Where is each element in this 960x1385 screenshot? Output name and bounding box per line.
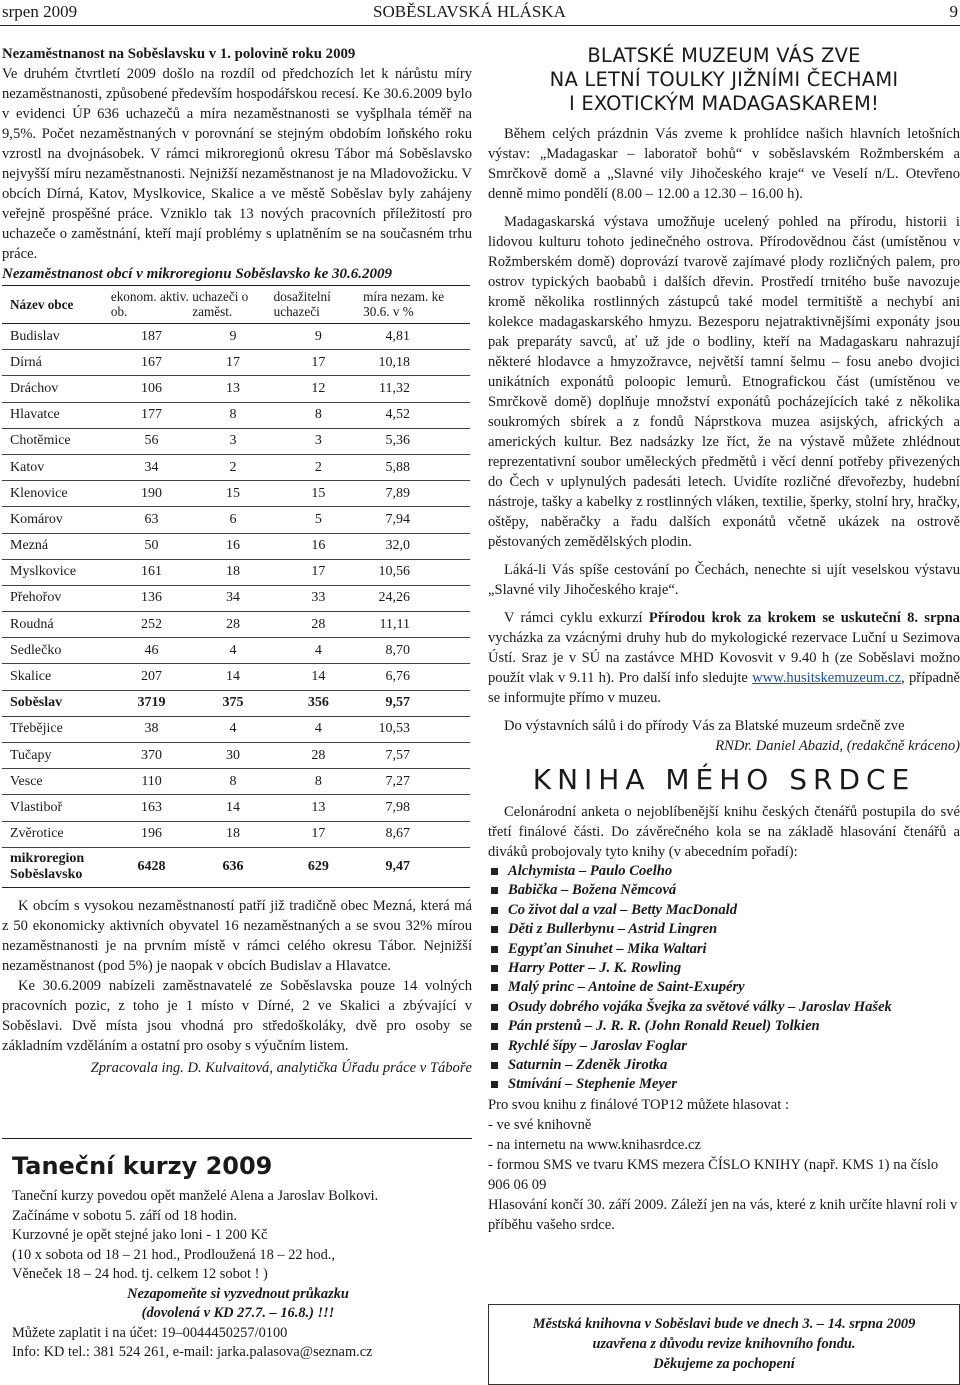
- list-item: Osudy dobrého vojáka Švejka za světové války – Jaroslav Hašek: [488, 998, 960, 1017]
- table-row: [2, 559, 470, 585]
- museum-paragraph-5: Do výstavních sálů i do přírody Vás za Blatské muzeum srdečně zve: [504, 718, 905, 734]
- active-population: 252: [111, 612, 192, 638]
- applicants: 6: [192, 507, 273, 533]
- table-row: [2, 690, 470, 716]
- right-column: [488, 44, 960, 1235]
- table-body: [2, 324, 470, 888]
- unemployment-rate: 11,32: [363, 376, 470, 402]
- applicants: 30: [192, 743, 273, 769]
- active-population: 163: [111, 795, 192, 821]
- active-population: 190: [111, 481, 192, 507]
- town-name: Myslkovice: [2, 559, 111, 585]
- available-applicants: 28: [274, 743, 364, 769]
- table-row: [2, 743, 470, 769]
- table-row: [2, 454, 470, 480]
- dance-title: Taneční kurzy 2009: [12, 1152, 273, 1180]
- available-applicants: 5: [274, 507, 364, 533]
- table-row: [2, 324, 470, 350]
- town-name: Mezná: [2, 533, 111, 559]
- available-applicants: 16: [274, 533, 364, 559]
- town-name: Sedlečko: [2, 638, 111, 664]
- unemployment-rate: 4,52: [363, 402, 470, 428]
- town-name: Katov: [2, 454, 111, 480]
- town-name: Hlavatce: [2, 402, 111, 428]
- town-name: Dráchov: [2, 376, 111, 402]
- list-item: Egypťan Sinuhet – Mika Waltari: [488, 940, 960, 959]
- museum-title-line-2: NA LETNÍ TOULKY JIŽNÍMI ČECHAMI: [549, 68, 899, 91]
- active-population: 110: [111, 769, 192, 795]
- applicants: 18: [192, 821, 273, 847]
- table-row: [2, 507, 470, 533]
- col-header-rate: míra nezam. ke 30.6. v %: [363, 289, 445, 319]
- table-header-row: [2, 286, 470, 324]
- applicants: 14: [192, 795, 273, 821]
- table-row: [2, 795, 470, 821]
- applicants: 34: [192, 585, 273, 611]
- table-row: [2, 350, 470, 376]
- active-population: 3719: [111, 690, 192, 716]
- unemployment-rate: 5,36: [363, 428, 470, 454]
- dance-line: Věneček 18 – 24 hod. tj. celkem 12 sobot ! ): [12, 1266, 268, 1282]
- applicants: 18: [192, 559, 273, 585]
- total-name-line-2: Soběslavsko: [10, 867, 83, 883]
- page-number: 9: [949, 2, 958, 21]
- unemployment-rate: 7,94: [363, 507, 470, 533]
- available-applicants: 12: [274, 376, 364, 402]
- active-population: 207: [111, 664, 192, 690]
- unemployment-paragraph-3: Ke 30.6.2009 nabízeli zaměstnavatelé ze Soběslavska pouze 14 volných pracovních pozic, z toho je 1 místo v Dírné, 2 ve Skalici a zbývající v Soběslavi. Dvě místa jsou vhodná pro středoškoláky, dvě pro osoby se základním vzděláním a ostatní pro osoby s výučním listem.: [2, 977, 472, 1054]
- town-name: Soběslav: [2, 690, 111, 716]
- town-name: Zvěrotice: [2, 821, 111, 847]
- available-applicants: 17: [274, 350, 364, 376]
- applicants: 16: [192, 533, 273, 559]
- unemployment-table-title: Nezaměstnanost obcí v mikroregionu Soběslavsko ke 30.6.2009: [2, 266, 393, 282]
- list-item: Babička – Božena Němcová: [488, 881, 960, 900]
- unemployment-rate: 5,88: [363, 454, 470, 480]
- col-header-available: dosažitelní uchazeči: [273, 289, 331, 319]
- table-row: [2, 481, 470, 507]
- table-total-row: [2, 847, 470, 887]
- active-population: 38: [111, 716, 192, 742]
- town-name: Třebějice: [2, 716, 111, 742]
- unemployment-rate: 9,57: [363, 690, 470, 716]
- table-row: [2, 716, 470, 742]
- book-list: [488, 862, 960, 1095]
- vote-deadline: Hlasování končí 30. září 2009. Záleží jen na vás, které z knih určíte hlavní roli v příběhu vašeho srdce.: [488, 1196, 958, 1233]
- available-applicants: 356: [274, 690, 364, 716]
- available-applicants: 28: [274, 612, 364, 638]
- table-row: [2, 769, 470, 795]
- page-header: [0, 0, 960, 26]
- unemployment-rate: 7,98: [363, 795, 470, 821]
- museum-p4-a: V rámci cyklu exkurzí: [504, 610, 649, 626]
- applicants: 375: [192, 690, 273, 716]
- newspaper-name: SOBĚSLAVSKÁ HLÁSKA: [373, 2, 566, 21]
- museum-paragraph-2: Madagaskarská výstava umožňuje ucelený pohled na přírodu, historii i lidovou kulturu tohoto jedinečného ostrova. Přírodovědnou část (umístěnou v Rožmberském domě) doprovází tvarově zajímavé plody rozličných palem, pro ostrov typických baobabů i dalších dřevin. Prostředí trnitého buše navozuje kromě několika rostlinných zástupců také model termitiště a nechybí ani kolekce madagaskarského hmyzu. Bezesporu nejatraktivnějšími exponáty jsou pak preparáty savců, ať už jde o bodliny, kteří na Madagaskaru nahrazují některé hlodavce a hmyzožravce, největší tamní šelmu – fosu anebo dvojici unikátních exponátů poloopic lemurů. Etnografickou část (umístěnou ve Smrčkově domě) doplňuje množství exponátů pocházejících také z několika soukromých sbírek a z fondů Náprstkova muzea asijských, afrických a amerických kultur. Bez nadsázky lze říct, že na výstavě můžete zhlédnout reprezentativní soubor uměleckých předmětů i věcí denní potřeby přivezených do Čech v uplynulých padesáti letech. Uvidíte rozličné dřevořezby, hudební nástroje, tašky a kabelky z rostlinných vláken, textilie, šperky, stolní hry, hračky, oštěpy, naběračky a řadu dalších exponátů včetně ukázek na ostrově pěstovaných zemědělských plodin.: [488, 214, 960, 550]
- town-name: Komárov: [2, 507, 111, 533]
- total-name: [2, 847, 111, 887]
- museum-paragraph-1: Během celých prázdnin Vás zveme k prohlídce našich hlavních letošních výstav: „Madagaskar – laboratoř bohů“ v soběslavském Rožmberském a Smrčkově domě a „Slavné vily Jihočeského kraje“ ve Veselí n/L. Otevřeno denně mimo pondělí (8.00 – 12.00 a 12.30 – 16.00 h).: [488, 126, 960, 202]
- applicants: 9: [192, 324, 273, 350]
- unemployment-rate: 32,0: [363, 533, 470, 559]
- library-line-3: Děkujeme za pochopení: [653, 1356, 795, 1372]
- issue-date: srpen 2009: [2, 2, 78, 21]
- active-population: 370: [111, 743, 192, 769]
- museum-p4-bold: Přírodou krok za krokem se uskuteční 8. srpna: [648, 610, 960, 626]
- museum-p4-c: vycházka za vzácnými druhy hub do mykologické rezervace Luční u Sezimova Ústí. Sraz je v SÚ na zastávce MHD Kovosvit v 9.40 h (ze Soběslavi možno použít vlak v 9.11 h). Pro další info sledujte: [488, 630, 960, 686]
- active-population: 187: [111, 324, 192, 350]
- dance-line: (10 x sobota od 18 – 21 hod., Prodloužená 18 – 22 hod.,: [12, 1246, 335, 1263]
- town-name: Vesce: [2, 769, 111, 795]
- col-header-applicants: uchazeči o zaměst.: [192, 289, 249, 319]
- library-line-2: uzavřena z důvodu revize knihovního fondu.: [592, 1336, 856, 1352]
- town-name: Chotěmice: [2, 428, 111, 454]
- list-item: Pán prstenů – J. R. R. (John Ronald Reuel) Tolkien: [488, 1017, 960, 1036]
- unemployment-rate: 4,81: [363, 324, 470, 350]
- museum-title-line-1: BLATSKÉ MUZEUM VÁS ZVE: [587, 44, 861, 67]
- town-name: Vlastiboř: [2, 795, 111, 821]
- town-name: Přehořov: [2, 585, 111, 611]
- applicants: 8: [192, 402, 273, 428]
- table-row: [2, 533, 470, 559]
- library-notice-box: [488, 1304, 960, 1385]
- available-applicants: 8: [274, 769, 364, 795]
- unemployment-rate: 7,89: [363, 481, 470, 507]
- unemployment-signature: Zpracovala ing. D. Kulvaitová, analytička Úřadu práce v Táboře: [90, 1059, 472, 1076]
- unemployment-rate: 24,26: [363, 585, 470, 611]
- dance-course-box: [2, 1138, 472, 1385]
- available-applicants: 13: [274, 795, 364, 821]
- available-applicants: 3: [274, 428, 364, 454]
- unemployment-rate: 7,57: [363, 743, 470, 769]
- list-item: Co život dal a vzal – Betty MacDonald: [488, 901, 960, 920]
- dance-note-2: (dovolená v KD 27.7. – 16.8.) !!!: [141, 1305, 335, 1321]
- unemployment-table: [2, 285, 470, 888]
- table-row: [2, 821, 470, 847]
- available-applicants: 14: [274, 664, 364, 690]
- active-population: 34: [111, 454, 192, 480]
- unemployment-rate: 10,53: [363, 716, 470, 742]
- applicants: 28: [192, 612, 273, 638]
- list-item: Rychlé šípy – Jaroslav Foglar: [488, 1037, 960, 1056]
- museum-paragraph-4: [488, 608, 960, 708]
- available-applicants: 15: [274, 481, 364, 507]
- applicants: 13: [192, 376, 273, 402]
- available-applicants: 2: [274, 454, 364, 480]
- total-rate: 9,47: [363, 847, 470, 887]
- table-row: [2, 638, 470, 664]
- available-applicants: 17: [274, 821, 364, 847]
- applicants: 15: [192, 481, 273, 507]
- total-name-line-1: mikroregion: [10, 851, 85, 867]
- vote-line: - ve své knihovně: [488, 1116, 592, 1133]
- unemployment-rate: 8,67: [363, 821, 470, 847]
- applicants: 3: [192, 428, 273, 454]
- town-name: Skalice: [2, 664, 111, 690]
- town-name: Budislav: [2, 324, 111, 350]
- active-population: 46: [111, 638, 192, 664]
- col-header-name: Název obce: [10, 296, 74, 312]
- museum-website-link[interactable]: www.husitskemuzeum.cz: [752, 670, 902, 686]
- table-row: [2, 585, 470, 611]
- table-row: [2, 376, 470, 402]
- list-item: Děti z Bullerbynu – Astrid Lingren: [488, 920, 960, 939]
- dance-note-1: Nezapomeňte si vyzvednout průkazku: [127, 1285, 349, 1302]
- col-header-active: ekonom. aktiv. ob.: [110, 289, 189, 319]
- active-population: 106: [111, 376, 192, 402]
- table-row: [2, 612, 470, 638]
- available-applicants: 9: [274, 324, 364, 350]
- library-line-1: Městská knihovna v Soběslavi bude ve dnech 3. – 14. srpna 2009: [532, 1316, 916, 1332]
- unemployment-rate: 6,76: [363, 664, 470, 690]
- left-column: [2, 44, 472, 1078]
- applicants: 4: [192, 716, 273, 742]
- active-population: 56: [111, 428, 192, 454]
- unemployment-rate: 10,18: [363, 350, 470, 376]
- active-population: 136: [111, 585, 192, 611]
- museum-title: [488, 44, 960, 116]
- list-item: Malý princ – Antoine de Saint-Exupéry: [488, 978, 960, 997]
- book-title: KNIHA MÉHO SRDCE: [532, 763, 916, 796]
- vote-line: - formou SMS ve tvaru KMS mezera ČÍSLO KNIHY (např. KMS 1) na číslo 906 06 09: [488, 1156, 939, 1193]
- active-population: 167: [111, 350, 192, 376]
- vote-line: Pro svou knihu z finálové TOP12 můžete hlasovat :: [488, 1096, 790, 1113]
- book-intro: Celonárodní anketa o nejoblíbenější knihu českých čtenářů postupila do své třetí finálové části. Do závěrečného kola se na základě hlasování čtenářů a diváků probojovaly tyto knihy (v abecedním pořadí):: [488, 804, 960, 860]
- unemployment-intro: Ve druhém čtvrtletí 2009 došlo na rozdíl od předchozích let k nárůstu míry nezaměstnanosti, způsobené především hospodářskou recesí. Ke 30.6.2009 bylo v evidenci ÚP 636 uchazečů a míra nezaměstnanosti se vyšplhala téměř na 9,5%. Počet nezaměstnaných v porovnání se stejným obdobím loňského roku vzrostl na dvojnásobek. V rámci mikroregionů okresu Tábor má Soběslavsko nejvyšší míru nezaměstnanosti. Nejnižší nezaměstnanost je na Mladovožicku. V obcích Dírná, Katov, Myslkovice, Skalice a ve městě Soběslav byly zahájeny veřejně prospěšné práce. Vzniklo tak 13 nových pracovních příležitostí pro uchazeče o zaměstnání, kteří mají problémy s uplatněním se na současném trhu práce.: [2, 66, 472, 262]
- applicants: 8: [192, 769, 273, 795]
- available-applicants: 33: [274, 585, 364, 611]
- unemployment-rate: 11,11: [363, 612, 470, 638]
- dance-info: Info: KD tel.: 381 524 261, e-mail: jarka.palasova@seznam.cz: [12, 1344, 373, 1360]
- dance-line: Taneční kurzy povedou opět manželé Alena a Jaroslav Bolkovi.: [12, 1188, 379, 1204]
- applicants: 17: [192, 350, 273, 376]
- unemployment-title: Nezaměstnanost na Soběslavsku v 1. polovině roku 2009: [2, 46, 356, 62]
- applicants: 4: [192, 638, 273, 664]
- available-applicants: 17: [274, 559, 364, 585]
- available-applicants: 4: [274, 716, 364, 742]
- unemployment-rate: 7,27: [363, 769, 470, 795]
- list-item: Alchymista – Paulo Coelho: [488, 862, 960, 881]
- museum-signature: RNDr. Daniel Abazid, (redakčně kráceno): [715, 738, 960, 754]
- dance-line: Začínáme v sobotu 5. září od 18 hodin.: [12, 1207, 238, 1224]
- vote-line: - na internetu na www.knihasrdce.cz: [488, 1136, 702, 1153]
- list-item: Saturnin – Zdeněk Jirotka: [488, 1056, 960, 1075]
- dance-line: Kurzovné je opět stejné jako loni - 1 200 Kč: [12, 1227, 268, 1243]
- unemployment-rate: 10,56: [363, 559, 470, 585]
- town-name: Tučapy: [2, 743, 111, 769]
- list-item: Stmívání – Stephenie Meyer: [488, 1075, 960, 1094]
- active-population: 161: [111, 559, 192, 585]
- museum-title-line-3: I EXOTICKÝM MADAGASKAREM!: [569, 92, 879, 115]
- table-row: [2, 402, 470, 428]
- applicants: 2: [192, 454, 273, 480]
- list-item: Harry Potter – J. K. Rowling: [488, 959, 960, 978]
- unemployment-rate: 8,70: [363, 638, 470, 664]
- active-population: 177: [111, 402, 192, 428]
- table-row: [2, 428, 470, 454]
- total-applicants: 636: [192, 847, 273, 887]
- active-population: 50: [111, 533, 192, 559]
- town-name: Klenovice: [2, 481, 111, 507]
- dance-payment: Můžete zaplatit i na účet: 19–0044450257/0100: [12, 1324, 288, 1341]
- town-name: Roudná: [2, 612, 111, 638]
- unemployment-paragraph-2: K obcím s vysokou nezaměstnaností patří již tradičně obec Mezná, která má z 50 ekonomicky aktivních obyvatel 16 nezaměstnaných a se svou 32% mírou nezaměstnanosti je na prvním místě v rámci celého okresu Tábor. Nejnižší nezaměstnanost (pod 5%) je naopak v obcích Budislav a Hlavatce.: [2, 897, 472, 974]
- active-population: 196: [111, 821, 192, 847]
- total-active: 6428: [111, 847, 192, 887]
- total-available: 629: [274, 847, 364, 887]
- museum-paragraph-3: Láká-li Vás spíše cestování po Čechách, nenechte si ujít veselskou výstavu „Slavné vily Jihočeského kraje“.: [488, 562, 960, 598]
- town-name: Dírná: [2, 350, 111, 376]
- museum-p4-d: , případně se informujte přímo v muzeu.: [488, 670, 960, 706]
- active-population: 63: [111, 507, 192, 533]
- table-row: [2, 664, 470, 690]
- available-applicants: 8: [274, 402, 364, 428]
- available-applicants: 4: [274, 638, 364, 664]
- applicants: 14: [192, 664, 273, 690]
